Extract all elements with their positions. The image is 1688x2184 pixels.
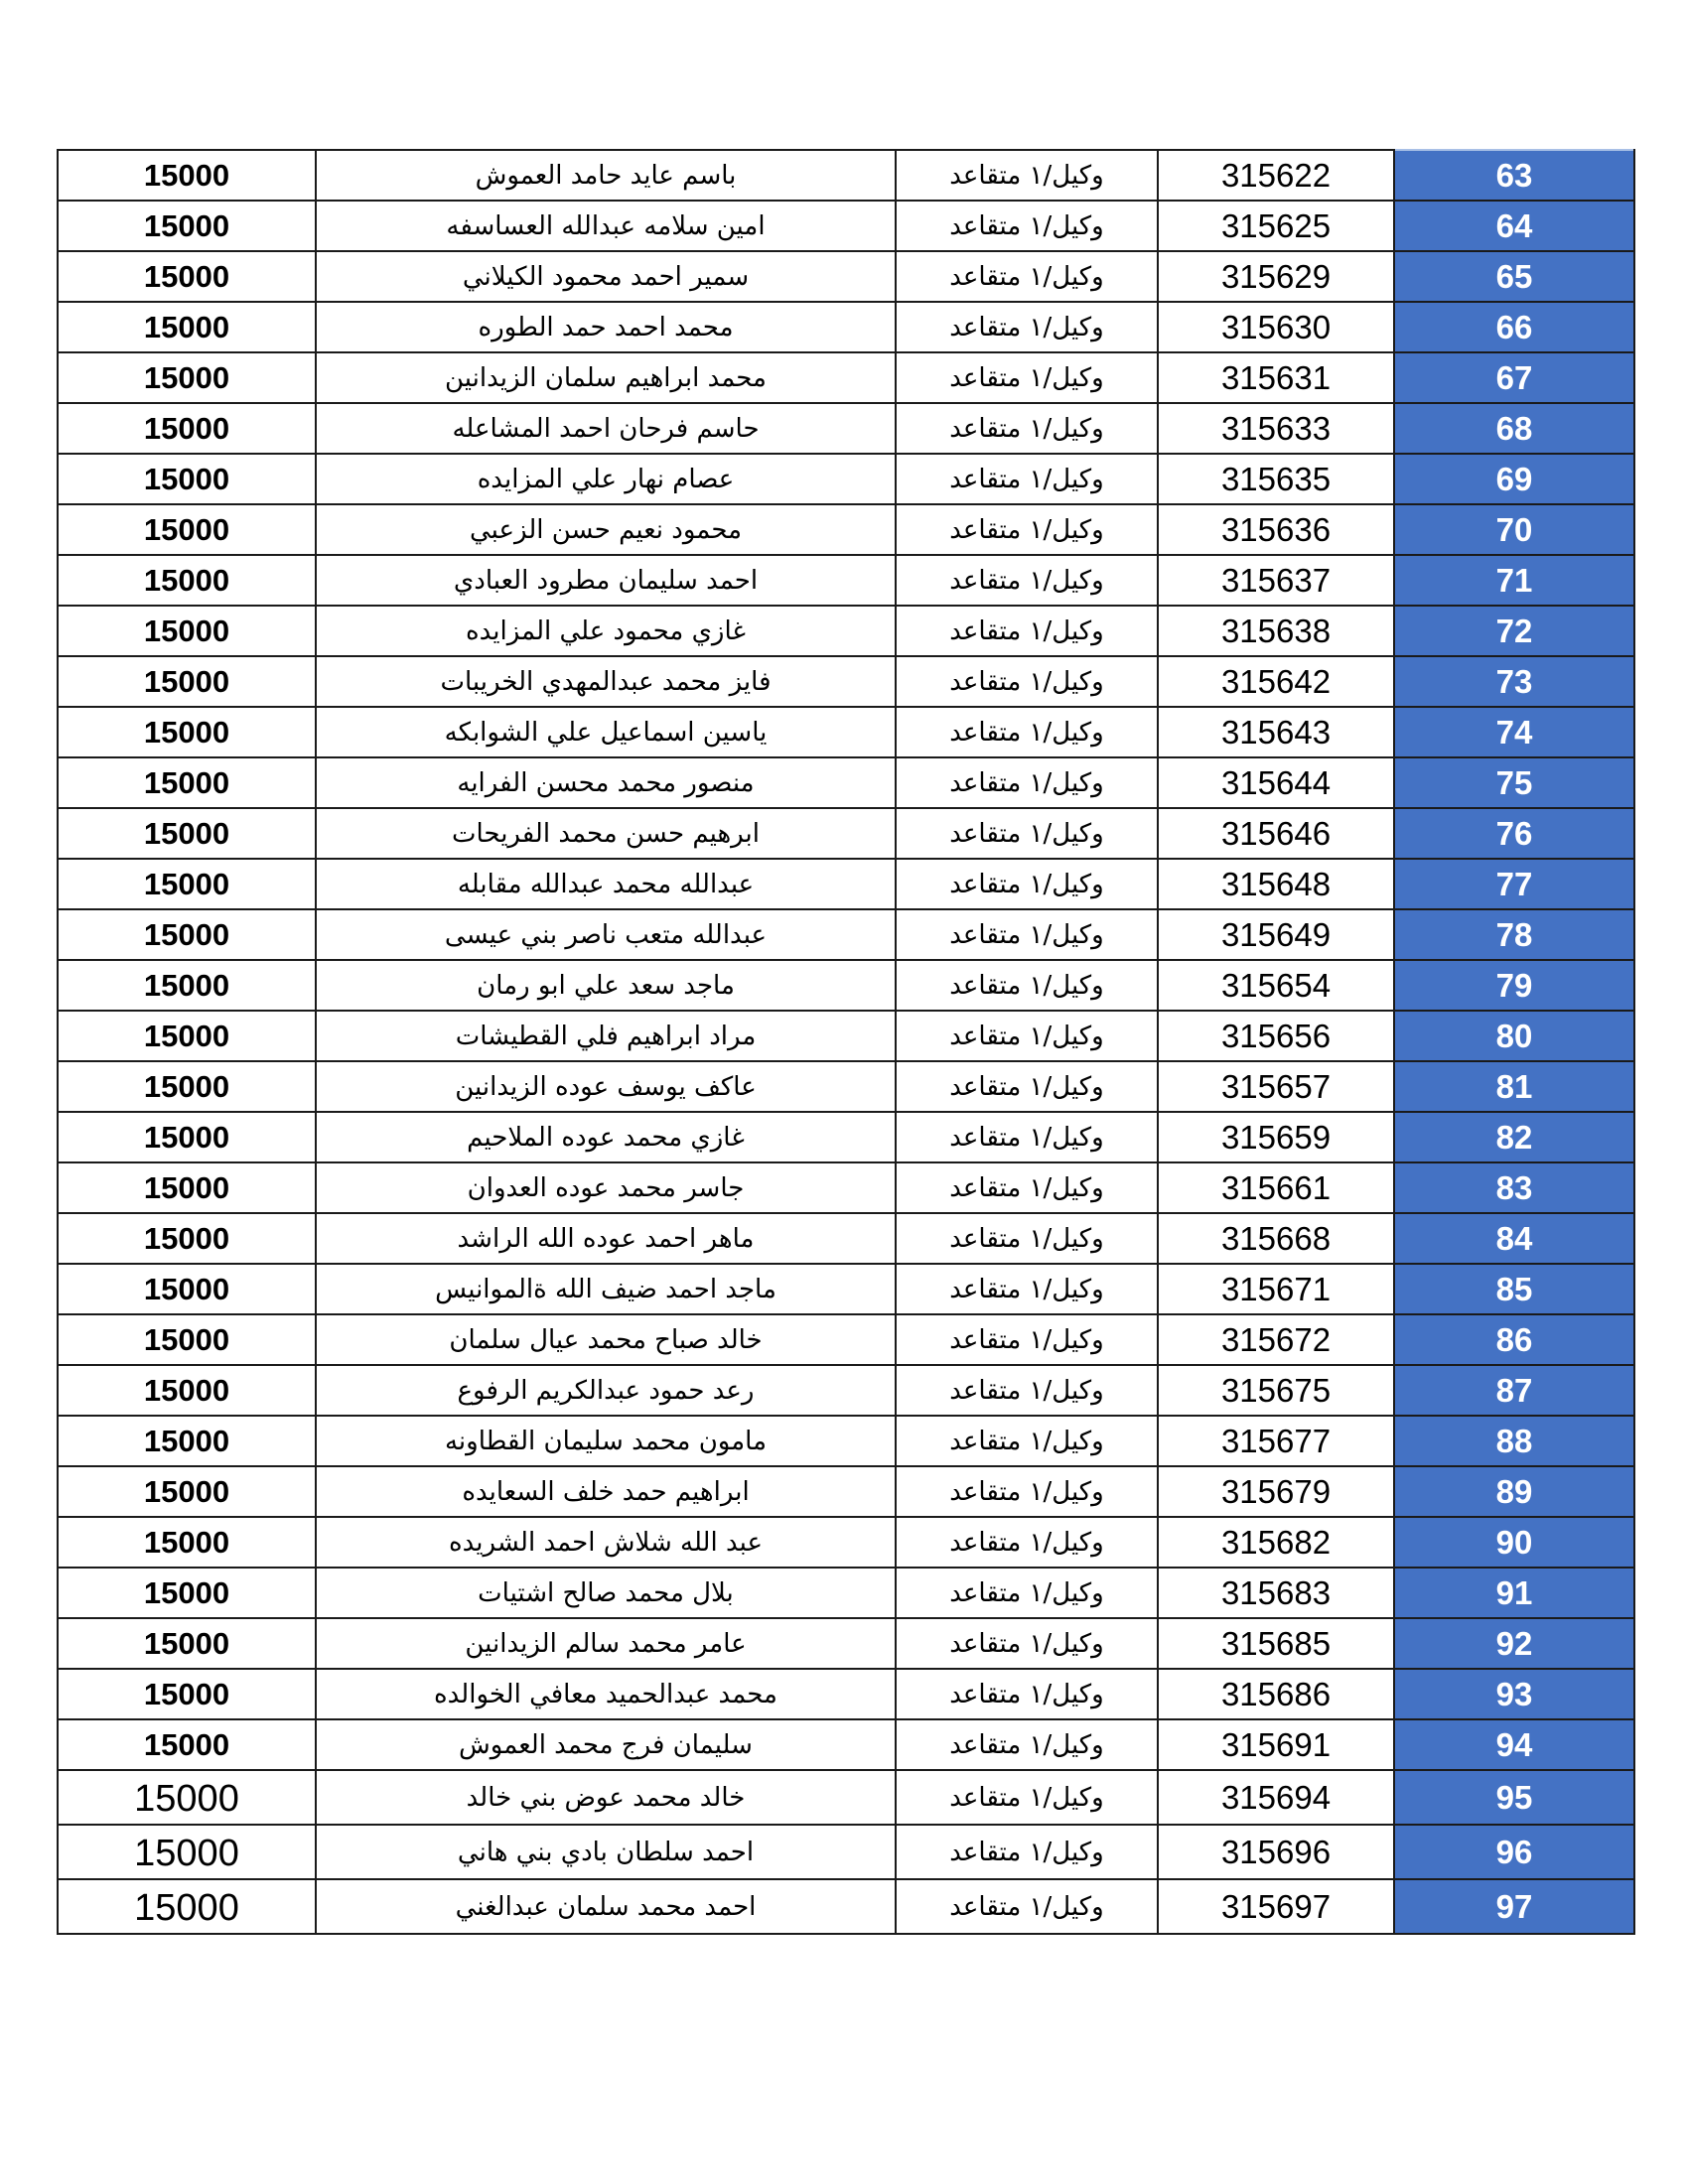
table-row: [58, 757, 1634, 808]
id-number-cell: 315629: [1158, 251, 1394, 302]
table-row: [58, 1416, 1634, 1466]
name-cell: عبدالله متعب ناصر بني عيسى: [316, 909, 896, 960]
name-cell: محمد ابراهيم سلمان الزيدانين: [316, 352, 896, 403]
id-number-cell: 315642: [1158, 656, 1394, 707]
amount-cell: 15000: [58, 403, 316, 454]
amount-cell: 15000: [58, 960, 316, 1011]
amount-cell: 15000: [58, 707, 316, 757]
rank-cell: وكيل/١ متقاعد: [896, 1314, 1158, 1365]
row-number-cell: 70: [1394, 504, 1634, 555]
rank-cell: وكيل/١ متقاعد: [896, 1264, 1158, 1314]
rank-cell: وكيل/١ متقاعد: [896, 1011, 1158, 1061]
rank-cell: وكيل/١ متقاعد: [896, 352, 1158, 403]
amount-cell: 15000: [58, 251, 316, 302]
rank-cell: وكيل/١ متقاعد: [896, 1879, 1158, 1934]
table-row: [58, 960, 1634, 1011]
id-number-cell: 315677: [1158, 1416, 1394, 1466]
id-number-cell: 315657: [1158, 1061, 1394, 1112]
name-cell: ابرهيم حسن محمد الفريحات: [316, 808, 896, 859]
table-row: [58, 302, 1634, 352]
table-row: [58, 454, 1634, 504]
name-cell: ماجد احمد ضيف الله ةالموانيس: [316, 1264, 896, 1314]
row-number-cell: 74: [1394, 707, 1634, 757]
amount-cell: 15000: [58, 352, 316, 403]
table-row: [58, 606, 1634, 656]
table-row: [58, 504, 1634, 555]
name-cell: عاكف يوسف عوده الزيدانين: [316, 1061, 896, 1112]
row-number-cell: 83: [1394, 1162, 1634, 1213]
table-row: [58, 859, 1634, 909]
amount-cell: 15000: [58, 504, 316, 555]
id-number-cell: 315636: [1158, 504, 1394, 555]
table-row: [58, 1719, 1634, 1770]
row-number-cell: 82: [1394, 1112, 1634, 1162]
name-cell: عامر محمد سالم الزيدانين: [316, 1618, 896, 1669]
table-row: [58, 1061, 1634, 1112]
id-number-cell: 315625: [1158, 201, 1394, 251]
amount-cell: 15000: [58, 1770, 316, 1825]
row-number-cell: 78: [1394, 909, 1634, 960]
row-number-cell: 72: [1394, 606, 1634, 656]
amount-cell: 15000: [58, 1568, 316, 1618]
table-row: [58, 1162, 1634, 1213]
rank-cell: وكيل/١ متقاعد: [896, 1162, 1158, 1213]
rank-cell: وكيل/١ متقاعد: [896, 504, 1158, 555]
name-cell: سليمان فرج محمد العموش: [316, 1719, 896, 1770]
amount-cell: 15000: [58, 909, 316, 960]
table-row: [58, 1112, 1634, 1162]
table-row: [58, 201, 1634, 251]
id-number-cell: 315638: [1158, 606, 1394, 656]
table-row: [58, 555, 1634, 606]
table-row: [58, 251, 1634, 302]
rank-cell: وكيل/١ متقاعد: [896, 1466, 1158, 1517]
amount-cell: 15000: [58, 757, 316, 808]
name-cell: خالد محمد عوض بني خالد: [316, 1770, 896, 1825]
row-number-cell: 77: [1394, 859, 1634, 909]
name-cell: جاسر محمد عوده العدوان: [316, 1162, 896, 1213]
id-number-cell: 315633: [1158, 403, 1394, 454]
name-cell: امين سلامه عبدالله العساسفه: [316, 201, 896, 251]
name-cell: رعد حمود عبدالكريم الرفوع: [316, 1365, 896, 1416]
id-number-cell: 315646: [1158, 808, 1394, 859]
table-row: [58, 1314, 1634, 1365]
name-cell: احمد سليمان مطرود العبادي: [316, 555, 896, 606]
amount-cell: 15000: [58, 1112, 316, 1162]
name-cell: باسم عايد حامد العموش: [316, 150, 896, 201]
rank-cell: وكيل/١ متقاعد: [896, 606, 1158, 656]
amount-cell: 15000: [58, 606, 316, 656]
id-number-cell: 315635: [1158, 454, 1394, 504]
rank-cell: وكيل/١ متقاعد: [896, 1112, 1158, 1162]
id-number-cell: 315643: [1158, 707, 1394, 757]
row-number-cell: 68: [1394, 403, 1634, 454]
row-number-cell: 81: [1394, 1061, 1634, 1112]
name-cell: غازي محمود علي المزايده: [316, 606, 896, 656]
row-number-cell: 64: [1394, 201, 1634, 251]
table-row: [58, 1669, 1634, 1719]
amount-cell: 15000: [58, 1517, 316, 1568]
table-row: [58, 403, 1634, 454]
amount-cell: 15000: [58, 1213, 316, 1264]
table-row: [58, 1568, 1634, 1618]
row-number-cell: 90: [1394, 1517, 1634, 1568]
table-row: [58, 150, 1634, 201]
rank-cell: وكيل/١ متقاعد: [896, 757, 1158, 808]
table-row: [58, 1466, 1634, 1517]
rank-cell: وكيل/١ متقاعد: [896, 1517, 1158, 1568]
rank-cell: وكيل/١ متقاعد: [896, 1416, 1158, 1466]
id-number-cell: 315682: [1158, 1517, 1394, 1568]
name-cell: منصور محمد محسن الفرايه: [316, 757, 896, 808]
id-number-cell: 315644: [1158, 757, 1394, 808]
amount-cell: 15000: [58, 150, 316, 201]
rank-cell: وكيل/١ متقاعد: [896, 1568, 1158, 1618]
name-cell: ماهر احمد عوده الله الراشد: [316, 1213, 896, 1264]
id-number-cell: 315661: [1158, 1162, 1394, 1213]
table-row: [58, 656, 1634, 707]
name-cell: محمود نعيم حسن الزعبي: [316, 504, 896, 555]
records-table: [57, 149, 1635, 1935]
id-number-cell: 315648: [1158, 859, 1394, 909]
row-number-cell: 79: [1394, 960, 1634, 1011]
table-row: [58, 1879, 1634, 1934]
row-number-cell: 63: [1394, 150, 1634, 201]
table-row: [58, 1365, 1634, 1416]
row-number-cell: 87: [1394, 1365, 1634, 1416]
row-number-cell: 65: [1394, 251, 1634, 302]
row-number-cell: 71: [1394, 555, 1634, 606]
row-number-cell: 73: [1394, 656, 1634, 707]
id-number-cell: 315622: [1158, 150, 1394, 201]
rank-cell: وكيل/١ متقاعد: [896, 1825, 1158, 1879]
name-cell: عبدالله محمد عبدالله مقابله: [316, 859, 896, 909]
rank-cell: وكيل/١ متقاعد: [896, 555, 1158, 606]
table-row: [58, 1517, 1634, 1568]
row-number-cell: 96: [1394, 1825, 1634, 1879]
id-number-cell: 315691: [1158, 1719, 1394, 1770]
id-number-cell: 315656: [1158, 1011, 1394, 1061]
row-number-cell: 67: [1394, 352, 1634, 403]
amount-cell: 15000: [58, 656, 316, 707]
rank-cell: وكيل/١ متقاعد: [896, 1213, 1158, 1264]
table-row: [58, 1770, 1634, 1825]
rank-cell: وكيل/١ متقاعد: [896, 909, 1158, 960]
amount-cell: 15000: [58, 1825, 316, 1879]
rank-cell: وكيل/١ متقاعد: [896, 1618, 1158, 1669]
table-row: [58, 808, 1634, 859]
name-cell: احمد محمد سلمان عبدالغني: [316, 1879, 896, 1934]
amount-cell: 15000: [58, 808, 316, 859]
amount-cell: 15000: [58, 1879, 316, 1934]
rank-cell: وكيل/١ متقاعد: [896, 1669, 1158, 1719]
name-cell: حاسم فرحان احمد المشاعله: [316, 403, 896, 454]
table-row: [58, 1618, 1634, 1669]
rank-cell: وكيل/١ متقاعد: [896, 656, 1158, 707]
rank-cell: وكيل/١ متقاعد: [896, 859, 1158, 909]
rank-cell: وكيل/١ متقاعد: [896, 150, 1158, 201]
id-number-cell: 315672: [1158, 1314, 1394, 1365]
table-row: [58, 1011, 1634, 1061]
amount-cell: 15000: [58, 1416, 316, 1466]
row-number-cell: 69: [1394, 454, 1634, 504]
row-number-cell: 89: [1394, 1466, 1634, 1517]
id-number-cell: 315668: [1158, 1213, 1394, 1264]
rank-cell: وكيل/١ متقاعد: [896, 960, 1158, 1011]
row-number-cell: 85: [1394, 1264, 1634, 1314]
name-cell: غازي محمد عوده الملاحيم: [316, 1112, 896, 1162]
records-table-body: [58, 150, 1634, 1934]
row-number-cell: 84: [1394, 1213, 1634, 1264]
id-number-cell: 315696: [1158, 1825, 1394, 1879]
name-cell: سمير احمد محمود الكيلاني: [316, 251, 896, 302]
row-number-cell: 92: [1394, 1618, 1634, 1669]
rank-cell: وكيل/١ متقاعد: [896, 1719, 1158, 1770]
id-number-cell: 315631: [1158, 352, 1394, 403]
amount-cell: 15000: [58, 1719, 316, 1770]
row-number-cell: 75: [1394, 757, 1634, 808]
row-number-cell: 80: [1394, 1011, 1634, 1061]
rank-cell: وكيل/١ متقاعد: [896, 808, 1158, 859]
table-row: [58, 909, 1634, 960]
row-number-cell: 88: [1394, 1416, 1634, 1466]
amount-cell: 15000: [58, 1669, 316, 1719]
records-sheet: [57, 149, 1633, 1935]
row-number-cell: 86: [1394, 1314, 1634, 1365]
rank-cell: وكيل/١ متقاعد: [896, 1061, 1158, 1112]
name-cell: ياسين اسماعيل علي الشوابكه: [316, 707, 896, 757]
name-cell: بلال محمد صالح اشتيات: [316, 1568, 896, 1618]
id-number-cell: 315630: [1158, 302, 1394, 352]
amount-cell: 15000: [58, 201, 316, 251]
amount-cell: 15000: [58, 1466, 316, 1517]
row-number-cell: 97: [1394, 1879, 1634, 1934]
table-row: [58, 1213, 1634, 1264]
rank-cell: وكيل/١ متقاعد: [896, 403, 1158, 454]
id-number-cell: 315649: [1158, 909, 1394, 960]
table-row: [58, 707, 1634, 757]
amount-cell: 15000: [58, 302, 316, 352]
name-cell: محمد احمد حمد الطوره: [316, 302, 896, 352]
id-number-cell: 315685: [1158, 1618, 1394, 1669]
id-number-cell: 315683: [1158, 1568, 1394, 1618]
name-cell: مراد ابراهيم فلي القطيشات: [316, 1011, 896, 1061]
name-cell: احمد سلطان بادي بني هاني: [316, 1825, 896, 1879]
id-number-cell: 315659: [1158, 1112, 1394, 1162]
rank-cell: وكيل/١ متقاعد: [896, 251, 1158, 302]
id-number-cell: 315697: [1158, 1879, 1394, 1934]
name-cell: ماجد سعد علي ابو رمان: [316, 960, 896, 1011]
row-number-cell: 76: [1394, 808, 1634, 859]
rank-cell: وكيل/١ متقاعد: [896, 1365, 1158, 1416]
amount-cell: 15000: [58, 1264, 316, 1314]
row-number-cell: 94: [1394, 1719, 1634, 1770]
table-row: [58, 352, 1634, 403]
amount-cell: 15000: [58, 1011, 316, 1061]
rank-cell: وكيل/١ متقاعد: [896, 454, 1158, 504]
table-row: [58, 1264, 1634, 1314]
amount-cell: 15000: [58, 1618, 316, 1669]
rank-cell: وكيل/١ متقاعد: [896, 707, 1158, 757]
amount-cell: 15000: [58, 1365, 316, 1416]
table-row: [58, 1825, 1634, 1879]
amount-cell: 15000: [58, 1061, 316, 1112]
row-number-cell: 91: [1394, 1568, 1634, 1618]
name-cell: عصام نهار علي المزايده: [316, 454, 896, 504]
row-number-cell: 66: [1394, 302, 1634, 352]
id-number-cell: 315694: [1158, 1770, 1394, 1825]
name-cell: فايز محمد عبدالمهدي الخريبات: [316, 656, 896, 707]
amount-cell: 15000: [58, 1314, 316, 1365]
id-number-cell: 315671: [1158, 1264, 1394, 1314]
name-cell: ابراهيم حمد خلف السعايده: [316, 1466, 896, 1517]
name-cell: عبد الله شلاش احمد الشريده: [316, 1517, 896, 1568]
rank-cell: وكيل/١ متقاعد: [896, 201, 1158, 251]
name-cell: مامون محمد سليمان القطاونه: [316, 1416, 896, 1466]
amount-cell: 15000: [58, 555, 316, 606]
id-number-cell: 315637: [1158, 555, 1394, 606]
name-cell: خالد صباح محمد عيال سلمان: [316, 1314, 896, 1365]
amount-cell: 15000: [58, 859, 316, 909]
id-number-cell: 315679: [1158, 1466, 1394, 1517]
id-number-cell: 315686: [1158, 1669, 1394, 1719]
row-number-cell: 95: [1394, 1770, 1634, 1825]
id-number-cell: 315675: [1158, 1365, 1394, 1416]
name-cell: محمد عبدالحميد معافي الخوالده: [316, 1669, 896, 1719]
rank-cell: وكيل/١ متقاعد: [896, 302, 1158, 352]
id-number-cell: 315654: [1158, 960, 1394, 1011]
rank-cell: وكيل/١ متقاعد: [896, 1770, 1158, 1825]
amount-cell: 15000: [58, 454, 316, 504]
row-number-cell: 93: [1394, 1669, 1634, 1719]
amount-cell: 15000: [58, 1162, 316, 1213]
